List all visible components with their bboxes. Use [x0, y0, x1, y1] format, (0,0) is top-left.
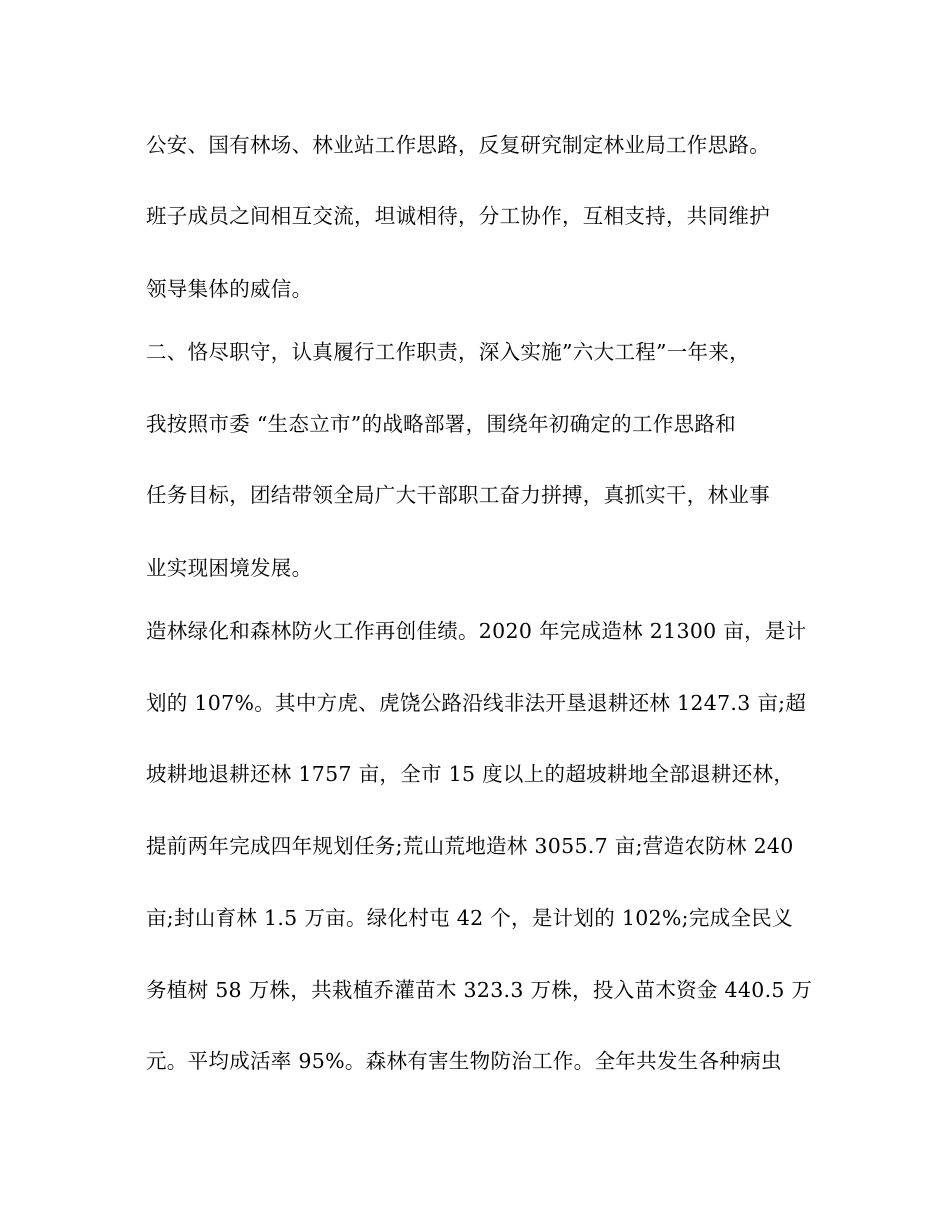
paragraph-line-13: 务植树 58 万株，共栽植乔灌苗木 323.3 万株，投入苗木资金 440.5 万	[146, 978, 813, 1002]
paragraph-line-2: 班子成员之间相互交流，坦诚相待，分工协作，互相支持，共同维护	[146, 204, 770, 228]
paragraph-line-1: 公安、国有林场、林业站工作思路，反复研究制定林业局工作思路。	[146, 133, 770, 157]
paragraph-line-11: 提前两年完成四年规划任务;荒山荒地造林 3055.7 亩;营造农防林 240	[146, 834, 794, 858]
paragraph-line-5: 我按照市委 “生态立市”的战略部署，围绕年初确定的工作思路和	[146, 412, 736, 436]
paragraph-line-9: 划的 107%。其中方虎、虎饶公路沿线非法开垦退耕还林 1247.3 亩;超	[146, 691, 807, 715]
paragraph-line-12: 亩;封山育林 1.5 万亩。绿化村屯 42 个，是计划的 102%;完成全民义	[146, 906, 793, 930]
paragraph-line-3: 领导集体的威信。	[146, 277, 313, 301]
paragraph-line-6: 任务目标，团结带领全局广大干部职工奋力拼搏，真抓实干，林业事	[146, 483, 770, 507]
paragraph-line-10: 坡耕地退耕还林 1757 亩，全市 15 度以上的超坡耕地全部退耕还林，	[146, 762, 795, 786]
paragraph-line-14: 元。平均成活率 95%。森林有害生物防治工作。全年共发生各种病虫	[146, 1049, 782, 1073]
paragraph-line-8: 造林绿化和森林防火工作再创佳绩。2020 年完成造林 21300 亩，是计	[146, 619, 807, 643]
paragraph-line-7: 业实现困境发展。	[146, 556, 313, 580]
section-heading-line: 二、恪尽职守，认真履行工作职责，深入实施”六大工程”一年来，	[146, 340, 750, 364]
